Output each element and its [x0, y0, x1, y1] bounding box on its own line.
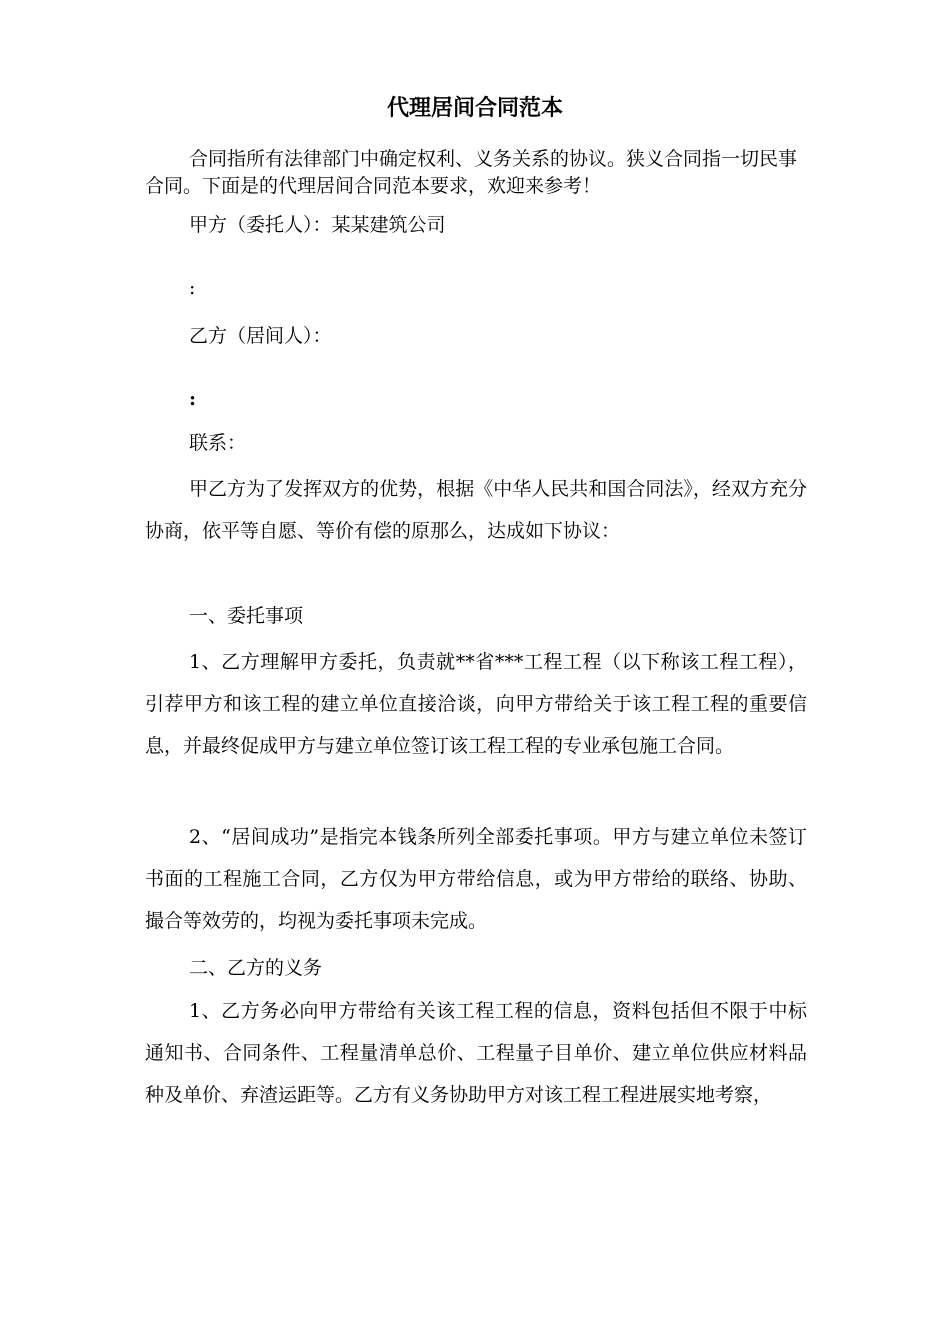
intro-paragraph: 合同指所有法律部门中确定权利、义务关系的协议。狭义合同指一切民事合同。下面是的代理居间合同范本要求，欢迎来参考！: [145, 148, 798, 197]
preamble-paragraph: 甲乙方为了发挥双方的优势，根据《中华人民共和国合同法》，经双方充分协商，依平等自愿、等价有偿的原那么，达成如下协议：: [145, 478, 807, 542]
section-1-item-1: 1、乙方理解甲方委托，负责就**省***工程工程（以下称该工程工程），引荐甲方和该工程的建立单位直接洽谈，向甲方带给关于该工程工程的重要信息，并最终促成甲方与建立单位签订该工程工程的专业承包施工合同。: [145, 651, 807, 757]
party-b-line: 乙方（居间人）：: [189, 325, 332, 347]
section-1-heading: 一、委托事项: [189, 605, 304, 627]
contact-line: 联系：: [189, 432, 247, 454]
colon-line-2: :: [189, 388, 197, 410]
section-2-item-1: 1、乙方务必向甲方带给有关该工程工程的信息，资料包括但不限于中标通知书、合同条件、工程量清单总价、工程量子目单价、建立单位供应材料品种及单价、弃渣运距等。乙方有义务协助甲方对该工程工程进展实地考察，: [145, 1000, 807, 1106]
party-a-line: 甲方（委托人）：某某建筑公司: [189, 214, 446, 236]
colon-line-1: :: [189, 277, 196, 299]
document-title: 代理居间合同范本: [386, 96, 563, 121]
section-2-heading: 二、乙方的义务: [189, 957, 323, 979]
section-1-item-2: 2、“居间成功”是指完本钱条所列全部委托事项。甲方与建立单位未签订书面的工程施工合同，乙方仅为甲方带给信息，或为甲方带给的联络、协助、撮合等效劳的，均视为委托事项未完成。: [145, 826, 807, 932]
